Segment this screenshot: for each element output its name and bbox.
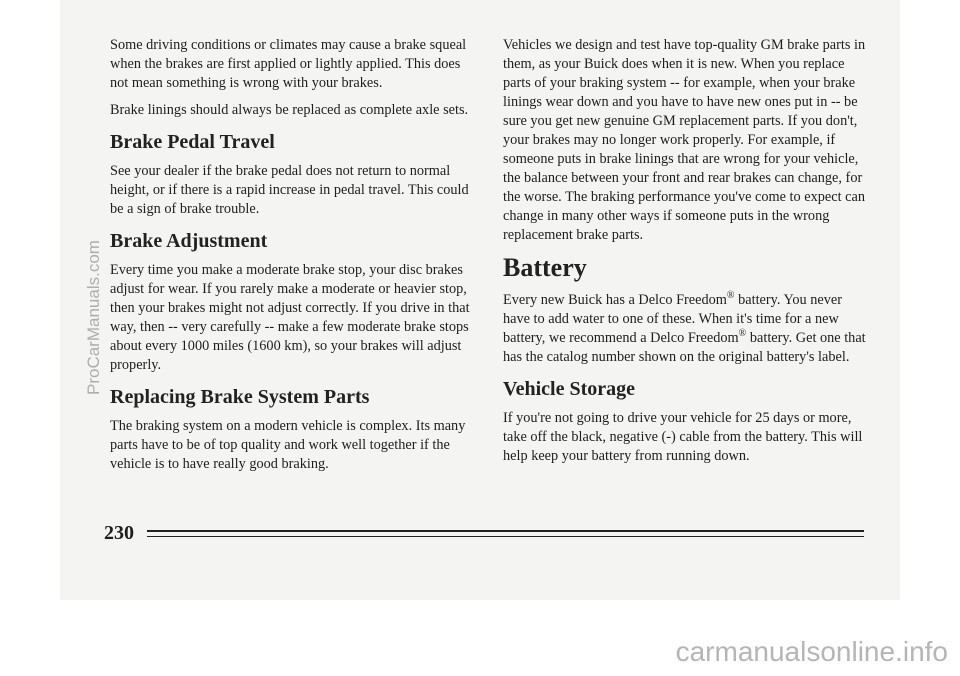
brake-pedal-travel-heading: Brake Pedal Travel: [110, 131, 275, 153]
replacing-brake-parts-paragraph: The braking system on a modern vehicle is complex. Its many parts have to be of top quality and work well together if the vehicle is to have really good braking.: [110, 418, 466, 472]
gm-parts-paragraph: Vehicles we design and test have top-quality GM brake parts in them, as your Buick does when it is new. When you replace parts of your braking system -- for example, when your brake linings wear down and you have to have new ones put in -- be sure you get new genuine GM replacement parts. If you don't, your brakes may no longer work properly. For example, if someone puts in brake linings that are wrong for your vehicle, the balance between your front and rear brakes can change, for the worse. The braking performance you've come to expect can change in many other ways if someone puts in the wrong replacement brake parts.: [503, 37, 866, 243]
battery-paragraph: Every new Buick has a Delco Freedom® battery. You never have to add water to one of these. When it's time for a new battery, we recommend a Delco Freedom® battery. Get one that has the catalog number shown on the original battery's label.: [503, 290, 866, 365]
procarmanuals-watermark: ProCarManuals.com: [84, 240, 103, 395]
brake-adjustment-heading: Brake Adjustment: [110, 230, 268, 252]
carmanualsonline-watermark: carmanualsonline.info: [675, 636, 948, 667]
vehicle-storage-heading: Vehicle Storage: [503, 378, 636, 400]
right-column: [503, 36, 871, 474]
battery-heading: Battery: [503, 253, 587, 282]
page-number: 230: [104, 522, 134, 544]
brake-adjustment-paragraph: Every time you make a moderate brake stop, your disc brakes adjust for wear. If you rarely make a moderate or heavier stop, then your brakes might not adjust correctly. If you drive in that way, then -- very carefully -- make a few moderate brake stops about every 1000 miles (1600 km), so your brakes will adjust properly.: [110, 262, 470, 373]
brake-squeal-paragraph: Some driving conditions or climates may cause a brake squeal when the brakes are first applied or lightly applied. This does not mean something is wrong with your brakes.: [110, 37, 467, 91]
footer-rule: [147, 530, 864, 537]
brake-pedal-travel-paragraph: See your dealer if the brake pedal does not return to normal height, or if there is a rapid increase in pedal travel. This could be a sign of brake trouble.: [110, 163, 469, 217]
registered-mark: ®: [726, 290, 735, 302]
registered-mark: ®: [738, 328, 747, 340]
brake-linings-paragraph: Brake linings should always be replaced as complete axle sets.: [110, 102, 469, 118]
vehicle-storage-paragraph: If you're not going to drive your vehicle for 25 days or more, take off the black, negative (-) cable from the battery. This will help keep your battery from running down.: [503, 410, 863, 464]
replacing-brake-parts-heading: Replacing Brake System Parts: [110, 386, 370, 408]
left-column: [110, 36, 478, 482]
